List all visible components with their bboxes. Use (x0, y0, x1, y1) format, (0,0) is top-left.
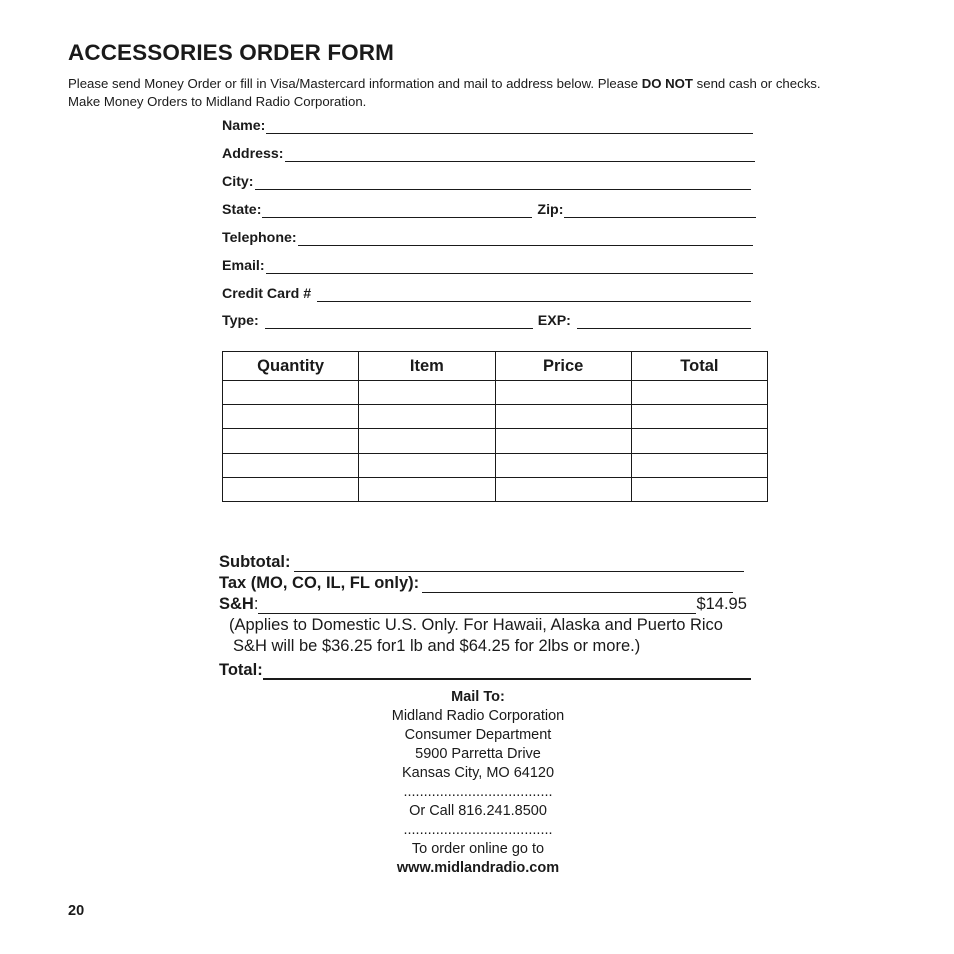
name-label: Name: (222, 118, 266, 134)
subtotal-label: Subtotal: (219, 553, 291, 571)
state-field[interactable] (262, 202, 532, 218)
header-quantity: Quantity (223, 352, 359, 381)
order-table (222, 351, 768, 502)
table-cell[interactable] (223, 429, 359, 453)
table-cell[interactable] (631, 405, 767, 429)
subtotal-row (219, 550, 744, 572)
total-field[interactable] (263, 662, 751, 680)
mail-to-label: Mail To: (451, 689, 505, 705)
website-link[interactable]: www.midlandradio.com (396, 860, 560, 876)
sh-row (219, 592, 747, 614)
zip-label: Zip: (537, 202, 564, 218)
total-row (219, 658, 751, 680)
header-item: Item (359, 352, 495, 381)
exp-field[interactable] (577, 313, 751, 329)
telephone-field[interactable] (298, 230, 753, 246)
tax-field[interactable] (422, 576, 733, 593)
page-title: ACCESSORIES ORDER FORM (68, 40, 394, 65)
email-field[interactable] (266, 258, 753, 274)
tax-row (219, 571, 733, 593)
table-cell[interactable] (223, 405, 359, 429)
sh-field[interactable] (258, 597, 696, 614)
sh-colon: : (253, 595, 259, 613)
intro-emphasis: DO NOT (641, 76, 693, 91)
table-cell[interactable] (495, 453, 631, 477)
mail-city-state-zip: Kansas City, MO 64120 (401, 765, 555, 781)
sh-price: $14.95 (696, 595, 747, 613)
tax-label: Tax (MO, CO, IL, FL only): (219, 574, 420, 592)
credit-card-label: Credit Card # (222, 286, 312, 302)
intro-text: Please send Money Order or fill in Visa/Mastercard information and mail to address below. Please (68, 76, 642, 91)
intro-line-2: Make Money Orders to Midland Radio Corporation. (68, 94, 367, 109)
page-number: 20 (68, 903, 85, 919)
table-cell[interactable] (631, 381, 767, 405)
table-cell[interactable] (359, 429, 495, 453)
table-cell[interactable] (631, 429, 767, 453)
sh-note-line-2: S&H will be $36.25 for1 lb and $64.25 for 2lbs or more.) (233, 637, 641, 655)
name-field[interactable] (266, 118, 753, 134)
table-row (223, 453, 768, 477)
telephone-row (222, 226, 753, 246)
intro-text-end: send cash or checks. (693, 76, 821, 91)
type-label: Type: (222, 313, 259, 329)
total-label: Total: (219, 661, 263, 679)
city-label: City: (222, 174, 254, 190)
separator-dots: ..................................... (403, 822, 553, 838)
state-label: State: (222, 202, 262, 218)
city-row (222, 170, 751, 190)
mail-street: 5900 Parretta Drive (415, 746, 541, 762)
zip-field[interactable] (564, 202, 756, 218)
table-cell[interactable] (223, 477, 359, 501)
table-cell[interactable] (223, 381, 359, 405)
intro-line-1 (68, 76, 821, 91)
separator-dots: ..................................... (403, 784, 553, 800)
city-field[interactable] (255, 174, 751, 190)
table-cell[interactable] (495, 477, 631, 501)
sh-note-line-1: (Applies to Domestic U.S. Only. For Hawaii, Alaska and Puerto Rico (229, 616, 723, 634)
sh-label: S&H (219, 595, 254, 613)
table-row (223, 477, 768, 501)
table-cell[interactable] (359, 477, 495, 501)
table-cell[interactable] (495, 405, 631, 429)
table-row (223, 381, 768, 405)
table-row (223, 405, 768, 429)
table-cell[interactable] (223, 453, 359, 477)
address-label: Address: (222, 146, 284, 162)
header-total: Total (631, 352, 767, 381)
table-cell[interactable] (495, 429, 631, 453)
state-zip-row (222, 198, 756, 218)
email-label: Email: (222, 258, 265, 274)
table-row (223, 429, 768, 453)
table-cell[interactable] (631, 477, 767, 501)
type-exp-row (222, 309, 751, 329)
table-cell[interactable] (359, 381, 495, 405)
type-field[interactable] (265, 313, 533, 329)
table-cell[interactable] (631, 453, 767, 477)
mail-department: Consumer Department (404, 727, 552, 743)
address-field[interactable] (285, 146, 755, 162)
online-text: To order online go to (411, 841, 545, 857)
address-row (222, 142, 755, 162)
credit-card-row (222, 282, 751, 302)
credit-card-field[interactable] (317, 286, 751, 302)
table-cell[interactable] (359, 405, 495, 429)
mail-company: Midland Radio Corporation (391, 708, 565, 724)
table-header-row (223, 352, 768, 381)
header-price: Price (495, 352, 631, 381)
table-cell[interactable] (359, 453, 495, 477)
email-row (222, 254, 753, 274)
subtotal-field[interactable] (294, 555, 744, 572)
name-row (222, 114, 753, 134)
telephone-label: Telephone: (222, 230, 297, 246)
table-cell[interactable] (495, 381, 631, 405)
mail-to-block (328, 688, 628, 878)
call-text: Or Call 816.241.8500 (409, 803, 547, 819)
exp-label: EXP: (537, 313, 571, 329)
